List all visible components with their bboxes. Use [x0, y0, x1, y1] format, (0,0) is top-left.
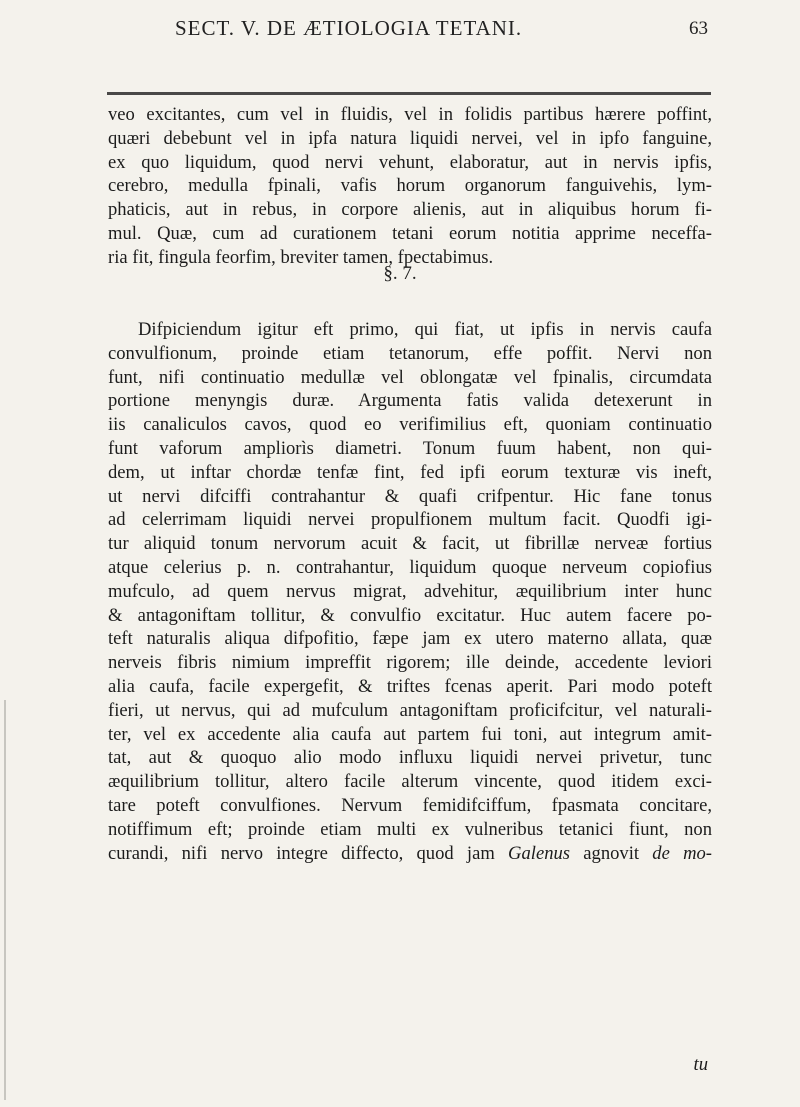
text-line: mufculo, ad quem nervus migrat, advehitur, æquilibrium inter hunc [108, 580, 712, 602]
gutter-shadow [4, 700, 6, 1100]
paragraph-1 [108, 103, 712, 270]
text-line: alia caufa, facile expergefit, & triftes fcenas aperit. Pari modo poteft [108, 675, 712, 697]
catchword: tu [693, 1054, 708, 1075]
text-line: funt, nifi continuatio medullæ vel oblongatæ vel fpinalis, circumdata [108, 366, 712, 388]
italic-phrase: de mo- [652, 842, 712, 864]
text-line: dem, ut inftar chordæ tenfæ fint, fed ipfi eorum texturæ vis ineft, [108, 461, 712, 483]
text-line: ex quo liquidum, quod nervi vehunt, elaboratur, aut in nervis ipfis, [108, 151, 712, 173]
text-line: iis canaliculos cavos, quod eo verifimilius eft, quoniam continuatio [108, 414, 712, 436]
text-line: tat, aut & quoquo alio modo influxu liquidi nervei privetur, tunc [108, 747, 712, 769]
page-number: 63 [689, 18, 708, 39]
text-line: ut nervi difciffi contrahantur & quafi crifpentur. Hic fane tonus [108, 485, 712, 507]
text-line: phaticis, aut in rebus, in corpore alienis, aut in aliquibus horum fi- [108, 199, 712, 221]
text-line: mul. Quæ, cum ad curationem tetani eorum notitia apprime neceffa- [108, 222, 712, 244]
text-line: cerebro, medulla fpinali, vafis horum organorum fanguivehis, lym- [108, 175, 712, 197]
text-line: tare poteft convulfiones. Nervum femidifciffum, fpasmata concitare, [108, 794, 712, 816]
text-line: ter, vel ex accedente alia caufa aut partem fui toni, aut integrum amit- [108, 723, 712, 745]
text-line: & antagoniftam tollitur, & convulfio excitatur. Huc autem facere po- [108, 604, 712, 626]
running-title: SECT. V. DE ÆTIOLOGIA TETANI. [175, 16, 523, 40]
text-segment: agnovit [570, 842, 653, 864]
section-number: §. 7. [383, 263, 417, 284]
text-line: ad celerrimam liquidi nervei propulfionem multum facit. Quodfi igi- [108, 509, 712, 531]
text-line: funt vaforum ampliorìs diametri. Tonum fuum habent, non qui- [108, 437, 712, 459]
text-line: ria fit, fingula feorfim, breviter tamen, fpectabimus. [108, 246, 494, 268]
text-line: tur aliquid tonum nervorum acuit & facit, ut fibrillæ nerveæ fortius [108, 533, 712, 555]
text-line: portione menyngis duræ. Argumenta fatis valida detexerunt in [108, 390, 712, 412]
text-line: quæri debebunt vel in ipfa natura liquidi nervei, vel in ipfo fanguine, [108, 127, 712, 149]
text-line: teft naturalis aliqua difpofitio, fæpe jam ex utero materno allata, quæ [108, 628, 712, 650]
text-line: nerveis fibris nimium impreffit rigorem; ille deinde, accedente leviori [108, 652, 712, 674]
text-segment: curandi, nifi nervo integre diffecto, quod jam [108, 842, 509, 864]
paragraph-2 [108, 318, 712, 865]
header-rule [107, 92, 711, 95]
text-line: convulfionum, proinde etiam tetanorum, effe poffit. Nervi non [108, 342, 712, 364]
text-line: æquilibrium tollitur, altero facile alterum vincente, quod itidem exci- [108, 771, 712, 793]
text-line: Difpiciendum igitur eft primo, qui fiat, ut ipfis in nervis caufa [138, 319, 712, 340]
text-line: fieri, ut nervus, qui ad mufculum antagoniftam proficifcitur, vel naturali- [108, 699, 712, 721]
running-head [0, 16, 800, 48]
italic-name: Galenus [508, 842, 571, 864]
text-line: veo excitantes, cum vel in fluidis, vel in folidis partibus hærere poffint, [108, 104, 712, 125]
text-line: atque celerius p. n. contrahantur, liquidum quoque nerveum copiofius [108, 556, 712, 578]
text-line: notiffimum eft; proinde etiam multi ex vulneribus tetanici fiunt, non [108, 818, 712, 840]
text-line-last [108, 842, 712, 866]
